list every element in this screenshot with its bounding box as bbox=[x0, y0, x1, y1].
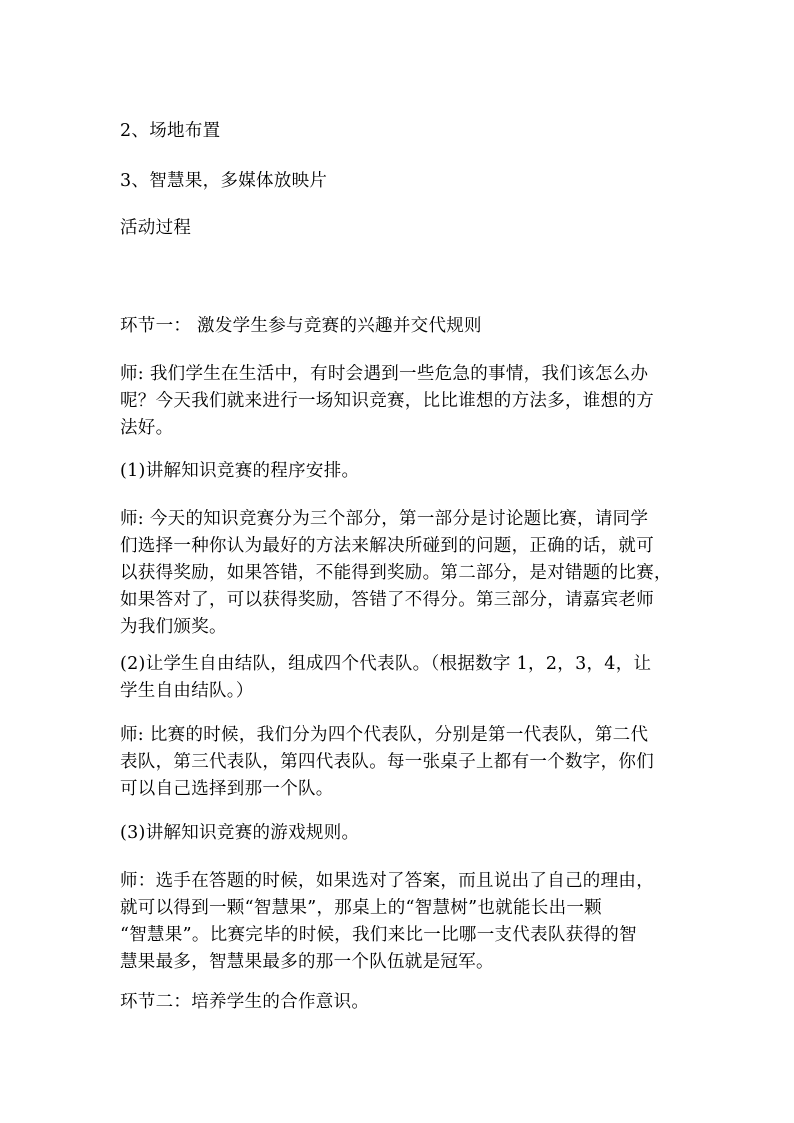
text-line: (3)讲解知识竞赛的游戏规则。 bbox=[120, 823, 360, 843]
paragraph-venue-setup bbox=[120, 118, 680, 145]
text-line: 环节二：培养学生的合作意识。 bbox=[120, 992, 370, 1012]
text-line: 2、场地布置 bbox=[120, 121, 221, 141]
heading-activity-process bbox=[120, 215, 680, 242]
paragraph-competition-parts bbox=[120, 506, 680, 641]
text-line: 师: 比赛的时候，我们分为四个代表队，分别是第一代表队，第二代 bbox=[120, 725, 649, 745]
text-line: 可以自己选择到那一个队。 bbox=[120, 779, 334, 799]
text-line: 3、智慧果，多媒体放映片 bbox=[120, 171, 328, 191]
text-line: 师：选手在答题的时候，如果选对了答案，而且说出了自己的理由， bbox=[120, 871, 654, 891]
text-line: (1)讲解知识竞赛的程序安排。 bbox=[120, 461, 360, 481]
text-line: 们选择一种你认为最好的方法来解决所碰到的问题，正确的话，就可 bbox=[120, 536, 654, 556]
text-line: (2)让学生自由结队，组成四个代表队。（根据数字 1，2，3，4，让 bbox=[120, 654, 652, 674]
text-line: 活动过程 bbox=[120, 218, 192, 238]
text-line: 法好。 bbox=[120, 418, 174, 438]
text-line: 为我们颁奖。 bbox=[120, 617, 227, 637]
paragraph-step-one bbox=[120, 458, 680, 485]
text-line: 表队，第三代表队，第四代表队。每一张桌子上都有一个数字，你们 bbox=[120, 752, 654, 772]
text-line: 呢？今天我们就来进行一场知识竞赛，比比谁想的方法多，谁想的方 bbox=[120, 391, 654, 411]
paragraph-game-rules bbox=[120, 868, 680, 976]
paragraph-step-three bbox=[120, 820, 680, 847]
paragraph-teacher-intro bbox=[120, 361, 680, 442]
paragraph-materials bbox=[120, 168, 680, 195]
text-line: 以获得奖励，如果答错，不能得到奖励。第二部分，是对错题的比赛， bbox=[120, 563, 672, 583]
text-line: “智慧果”。比赛完毕的时候，我们来比一比哪一支代表队获得的智 bbox=[120, 925, 637, 945]
text-line: 慧果最多，智慧果最多的那一个队伍就是冠军。 bbox=[120, 952, 494, 972]
heading-section-two bbox=[120, 989, 680, 1016]
text-line: 环节一： 激发学生参与竞赛的兴趣并交代规则 bbox=[120, 316, 482, 336]
text-line: 学生自由结队。） bbox=[120, 681, 254, 701]
text-line: 就可以得到一颗“智慧果”，那桌上的“智慧树”也就能长出一颗 bbox=[120, 898, 602, 918]
text-line: 如果答对了，可以获得奖励，答错了不得分。第三部分，请嘉宾老师 bbox=[120, 590, 654, 610]
paragraph-teams bbox=[120, 722, 680, 803]
text-line: 师: 我们学生在生活中，有时会遇到一些危急的事情，我们该怎么办 bbox=[120, 364, 649, 384]
paragraph-step-two bbox=[120, 651, 680, 705]
heading-section-one bbox=[120, 313, 680, 340]
text-line: 师: 今天的知识竞赛分为三个部分，第一部分是讨论题比赛，请同学 bbox=[120, 509, 649, 529]
